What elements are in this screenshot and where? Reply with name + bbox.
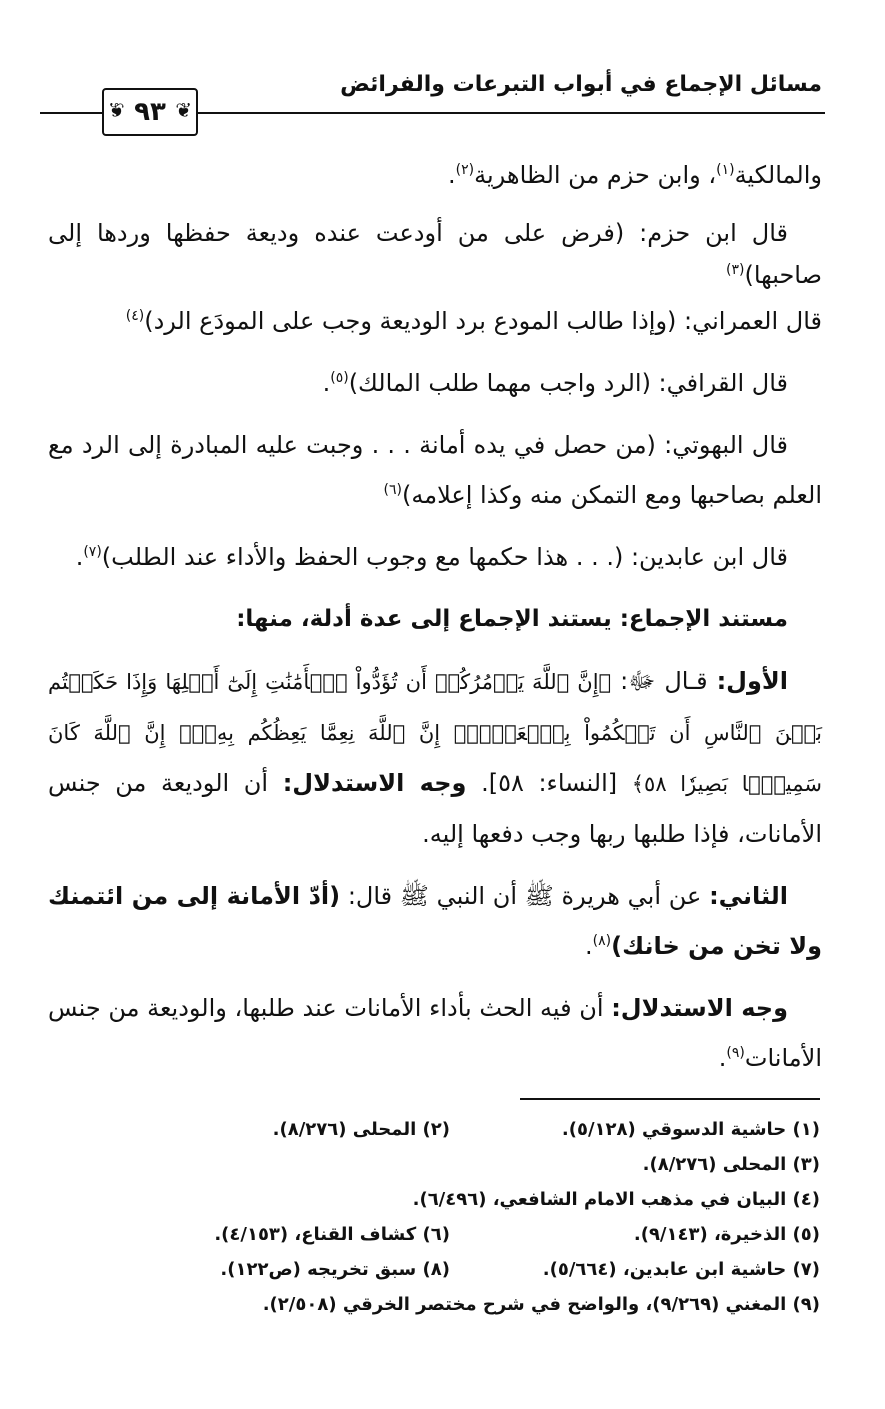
first-evidence: الأول: قـال ﷻ: ﴿إِنَّ ٱللَّهَ يَأۡمُرُكُمۡ أَن تُؤَدُّواْ ٱلۡأَمَٰنَٰتِ إِلَىٰٓ أَهۡلِهَا وَإِذَا حَكَمۡتُم بَيۡنَ ٱلنَّاسِ أَن تَحۡكُمُواْ بِٱلۡعَدۡلِۚ إِنَّ ٱللَّهَ نِعِمَّا يَعِظُكُم بِهِۦٓۗ إِنَّ ٱللَّهَ كَانَ سَمِيعَۢا بَصِيرٗا ٥٨﴾ [النساء: ٥٨]. وجه الاستدلال: أن الوديعة من جنس الأمانات، فإذا طلبها ربها وجب دفعها إليه.: [48, 667, 822, 848]
footnote-row: [50, 1217, 820, 1252]
reasoning-label: وجه الاستدلال:: [282, 769, 467, 797]
footnote-item: (١) حاشية الدسوقي (٥/١٢٨).: [561, 1119, 820, 1140]
footnote-item: (٤) البيان في مذهب الامام الشافعي، (٦/٤٩٦).: [412, 1189, 820, 1210]
verse-reference: [النساء: ٥٨].: [481, 769, 618, 797]
footnote-row: [50, 1182, 820, 1217]
quote-ibn-abidin: قال ابن عابدين: (. . . هذا حكمها مع وجوب الحفظ والأداء عند الطلب)$^{(٧)}$.: [75, 543, 788, 571]
footnote-ref: (٤): [125, 308, 145, 324]
footnote-item: (٥) الذخيرة، (٩/١٤٣).: [633, 1224, 820, 1245]
footnote-ref: (٥): [330, 370, 349, 386]
footnote-ref: (٧): [83, 544, 102, 560]
footnote-ref: (٢): [455, 162, 475, 178]
footnote-ref: (٦): [383, 482, 402, 498]
second-evidence: الثاني: عن أبي هريرة ﷺ أن النبي ﷺ قال: (أدّ الأمانة إلى من ائتمنك ولا تخن من خانك)$^{(٨)}$.: [48, 882, 822, 960]
footnote-item: (٦) كشاف القناع، (٤/١٥٣).: [214, 1224, 450, 1245]
quran-verse: ﴿إِنَّ ٱللَّهَ يَأۡمُرُكُمۡ أَن تُؤَدُّواْ ٱلۡأَمَٰنَٰتِ إِلَىٰٓ أَهۡلِهَا وَإِذَا حَكَمۡتُم بَيۡنَ ٱلنَّاسِ أَن تَحۡكُمُواْ بِٱلۡعَدۡلِۚ إِنَّ ٱللَّهَ نِعِمَّا يَعِظُكُم بِهِۦٓۗ إِنَّ ٱللَّهَ كَانَ سَمِيعَۢا بَصِيرٗا ٥٨﴾: [48, 670, 822, 796]
footnote-item: (٢) المحلى (٨/٢٧٦).: [272, 1119, 450, 1140]
footnote-row: [50, 1287, 820, 1322]
paragraph-madhhabs: والمالكية$^{(١)}$، وابن حزم من الظاهرية$^{(٢)}$.: [448, 161, 822, 189]
footnote-ref: (١): [716, 162, 735, 178]
running-header-title: مسائل الإجماع في أبواب التبرعات والفرائض: [340, 72, 822, 97]
footnote-row: [50, 1252, 820, 1287]
second-label: الثاني:: [709, 882, 788, 910]
footnote-item: (٩) المغني (٩/٢٦٩)، والواضح في شرح مختصر الخرقي (٢/٥٠٨).: [262, 1294, 820, 1315]
evidence-heading: مستند الإجماع: يستند الإجماع إلى عدة أدلة، منها:: [236, 606, 788, 632]
quote-imrani: قال العمراني: (وإذا طالب المودع برد الوديعة وجب على المودَع الرد)$^{(٤)}$: [125, 307, 822, 335]
footnote-item: (٧) حاشية ابن عابدين، (٥/٦٦٤).: [542, 1259, 820, 1280]
footnote-row: [50, 1147, 820, 1182]
reasoning-label: وجه الاستدلال:: [611, 994, 788, 1022]
quote-qarafi: قال القرافي: (الرد واجب مهما طلب المالك)$^{(٥)}$.: [322, 369, 788, 397]
footnote-item: (٨) سبق تخريجه (ص١٢٢).: [220, 1259, 450, 1280]
quote-ibn-hazm: قال ابن حزم: (فرض على من أودعت عنده وديعة حفظها وردها إلى صاحبها)$^{(٣)}$: [48, 219, 822, 289]
quote-bahuti: قال البهوتي: (من حصل في يده أمانة . . . وجبت عليه المبادرة إلى الرد مع العلم بصاحبها ومع التمكن منه وكذا إعلامه)$^{(٦)}$: [48, 431, 822, 509]
main-text: [48, 150, 822, 1095]
hadith-text: (أدّ الأمانة إلى من ائتمنك ولا تخن من خانك): [48, 882, 822, 960]
footnote-rule: [520, 1098, 820, 1100]
second-reasoning: وجه الاستدلال: أن فيه الحث بأداء الأمانات عند طلبها، والوديعة من جنس الأمانات$^{(٩)}$.: [48, 994, 822, 1072]
book-page: [40, 0, 830, 1409]
footnote-ref: (٨): [592, 933, 612, 949]
first-label: الأول:: [716, 667, 788, 695]
footnote-ref: (٣): [726, 262, 745, 278]
footnote-item: (٣) المحلى (٨/٢٧٦).: [642, 1154, 820, 1175]
footnotes: [50, 1112, 820, 1322]
page-number: ❦ ٩٣ ❦: [102, 88, 198, 136]
footnote-ref: (٩): [726, 1045, 745, 1061]
footnote-row: [50, 1112, 820, 1147]
